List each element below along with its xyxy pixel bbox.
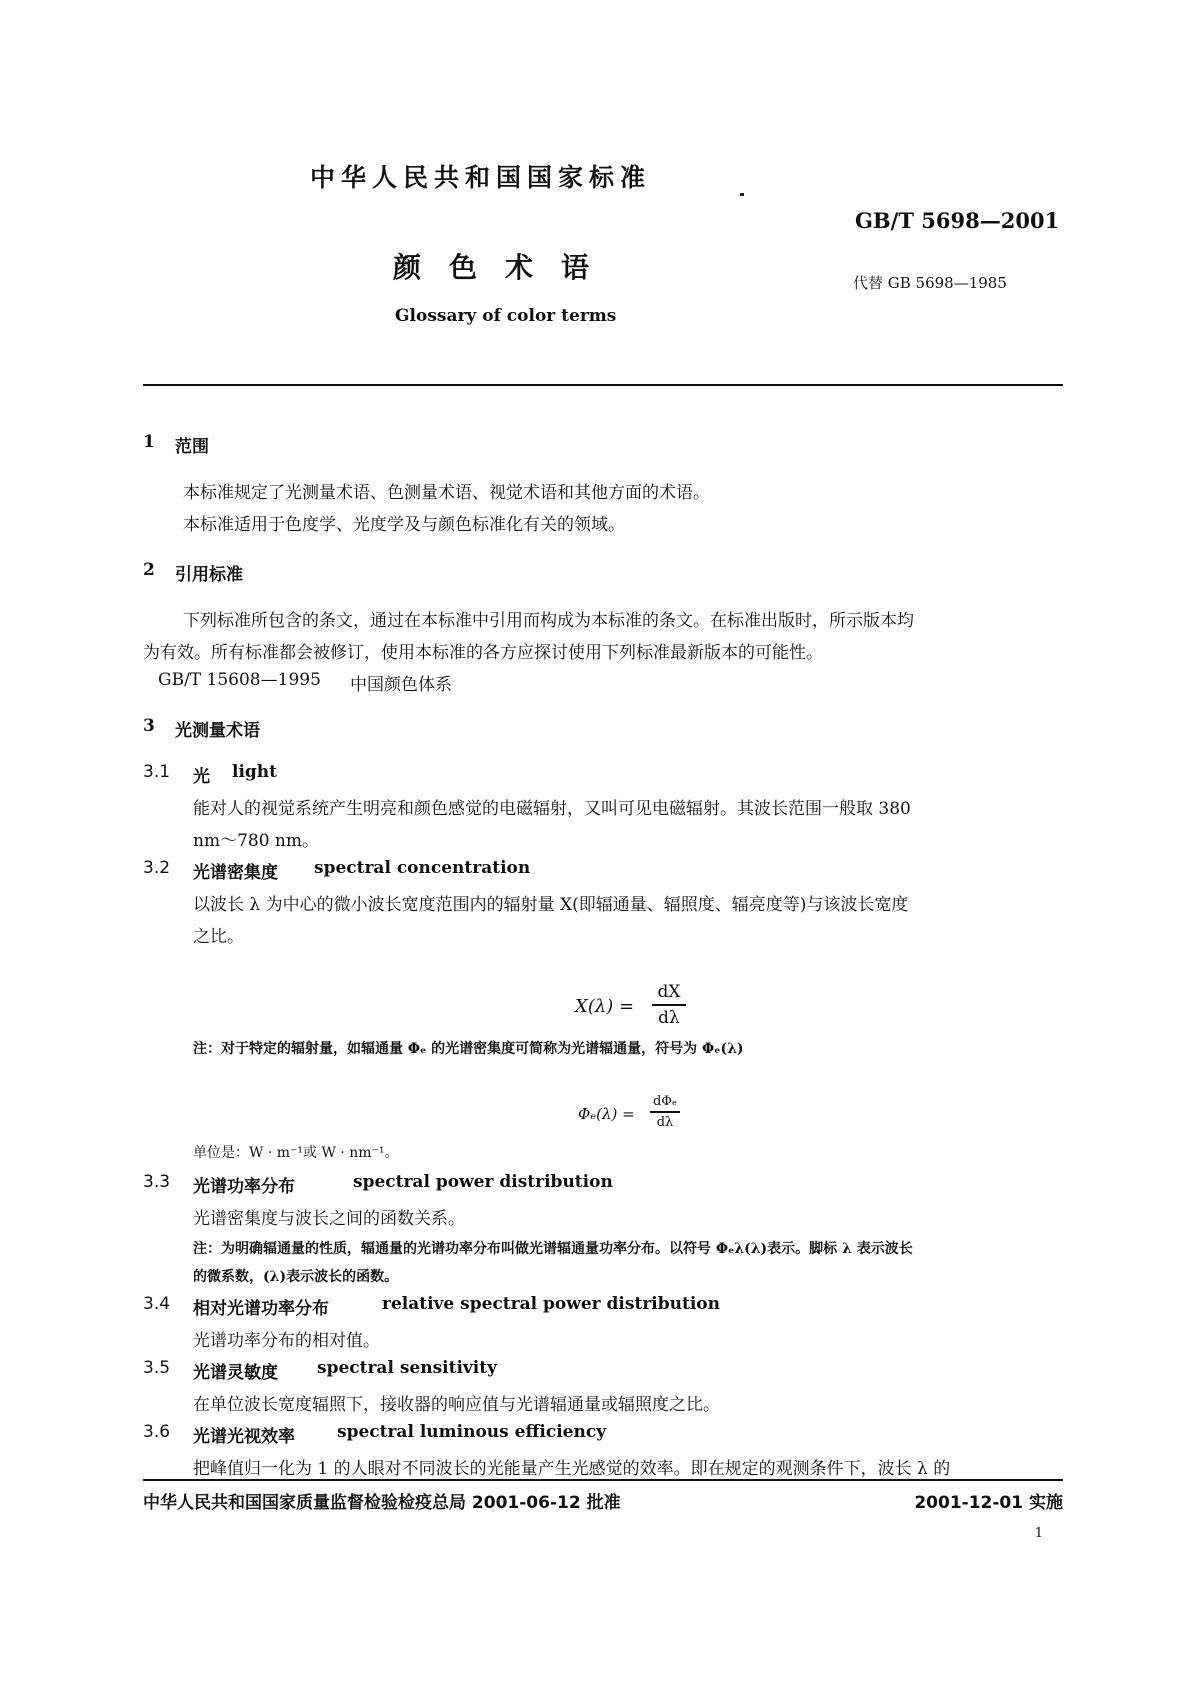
section-1-heading: 范围	[175, 437, 209, 457]
term-3-1-definition-line-2: nm～780 nm。	[193, 831, 319, 851]
term-3-5-definition: 在单位波长宽度辐照下，接收器的响应值与光谱辐通量或辐照度之比。	[193, 1395, 720, 1415]
term-3-1-definition-line-1: 能对人的视觉系统产生明亮和颜色感觉的电磁辐射，又叫可见电磁辐射。其波长范围一般取 380	[193, 799, 911, 819]
header-rule	[143, 384, 1063, 386]
section-3-heading: 光测量术语	[175, 721, 260, 741]
term-3-5-number: 3.5	[143, 1358, 171, 1378]
term-3-2-number: 3.2	[143, 858, 171, 878]
term-3-4-english: relative spectral power distribution	[382, 1294, 720, 1314]
term-3-4-name: 相对光谱功率分布	[193, 1299, 329, 1319]
term-3-4-number: 3.4	[143, 1294, 171, 1314]
term-3-3-english: spectral power distribution	[353, 1172, 613, 1192]
term-3-2-note: 注：对于特定的辐射量，如辐通量 Φₑ 的光谱密集度可简称为光谱辐通量，符号为 Φₑ(λ)	[193, 1041, 744, 1057]
section-2-paragraph-line-1: 下列标准所包含的条文，通过在本标准中引用而构成为本标准的条文。在标准出版时，所示版本均	[183, 611, 914, 631]
term-3-2-definition-line-2: 之比。	[193, 927, 244, 947]
term-3-4-definition: 光谱功率分布的相对值。	[193, 1331, 380, 1351]
section-3-number: 3	[143, 716, 155, 736]
term-3-1-english: light	[232, 762, 278, 782]
section-1-paragraph-1: 本标准规定了光测量术语、色测量术语、视觉术语和其他方面的术语。	[183, 483, 710, 503]
term-3-6-english: spectral luminous efficiency	[337, 1422, 607, 1442]
implementation-date: 2001-12-01 实施	[914, 1493, 1063, 1513]
replaces-standard: 代替 GB 5698—1985	[853, 274, 1007, 292]
term-3-2-unit: 单位是：W · m⁻¹或 W · nm⁻¹。	[193, 1145, 399, 1161]
term-3-3-note-line-2: 的微系数，(λ)表示波长的函数。	[193, 1269, 399, 1285]
scan-dot	[740, 193, 744, 196]
term-3-3-name: 光谱功率分布	[193, 1177, 295, 1197]
formula-1-numerator: dX	[657, 982, 681, 1002]
term-3-3-number: 3.3	[143, 1172, 171, 1192]
term-3-6-number: 3.6	[143, 1422, 171, 1442]
term-3-2-name: 光谱密集度	[193, 863, 278, 883]
page-number: 1	[1034, 1526, 1043, 1541]
term-3-6-name: 光谱光视效率	[193, 1427, 295, 1447]
formula-1-lhs: X(λ) =	[575, 996, 635, 1017]
term-3-2-definition-line-1: 以波长 λ 为中心的微小波长宽度范围内的辐射量 X(即辐通量、辐照度、辐亮度等)与该波长宽度	[193, 895, 909, 915]
standard-code: GB/T 5698—2001	[855, 208, 1060, 233]
term-3-5-name: 光谱灵敏度	[193, 1363, 278, 1383]
section-2-paragraph-line-2: 为有效。所有标准都会被修订，使用本标准的各方应探讨使用下列标准最新版本的可能性。	[143, 643, 823, 663]
reference-code: GB/T 15608—1995	[158, 670, 321, 690]
formula-1-fraction	[652, 982, 686, 1028]
national-standard-title: 中华人民共和国国家标准	[310, 163, 652, 192]
formula-2-lhs: Φₑ(λ) =	[578, 1105, 635, 1123]
section-1-paragraph-2: 本标准适用于色度学、光度学及与颜色标准化有关的领域。	[183, 515, 625, 535]
english-title: Glossary of color terms	[395, 306, 617, 326]
section-1-number: 1	[143, 432, 155, 452]
term-3-1-name: 光	[193, 767, 210, 787]
term-3-3-definition: 光谱密集度与波长之间的函数关系。	[193, 1209, 465, 1229]
term-3-3-note-line-1: 注：为明确辐通量的性质，辐通量的光谱功率分布叫做光谱辐通量功率分布。以符号 Φₑλ(λ)表示。脚标 λ 表示波长	[193, 1241, 913, 1257]
formula-2-denominator: dλ	[656, 1114, 674, 1130]
term-3-6-definition-line-1: 把峰值归一化为 1 的人眼对不同波长的光能量产生光感觉的效率。即在规定的观测条件下，波长 λ 的	[193, 1459, 951, 1479]
approval-line: 中华人民共和国国家质量监督检验检疫总局 2001-06-12 批准	[143, 1493, 621, 1513]
section-2-heading: 引用标准	[175, 565, 243, 585]
footer-rule	[143, 1479, 1063, 1481]
formula-2-fraction	[650, 1094, 680, 1130]
document-title: 颜 色 术 语	[393, 251, 590, 284]
formula-2-numerator: dΦₑ	[652, 1094, 677, 1109]
term-3-2-english: spectral concentration	[314, 858, 531, 878]
formula-1-denominator: dλ	[658, 1007, 680, 1028]
section-2-number: 2	[143, 560, 155, 580]
term-3-1-number: 3.1	[143, 762, 171, 782]
reference-title: 中国颜色体系	[350, 675, 452, 695]
term-3-5-english: spectral sensitivity	[317, 1358, 497, 1378]
